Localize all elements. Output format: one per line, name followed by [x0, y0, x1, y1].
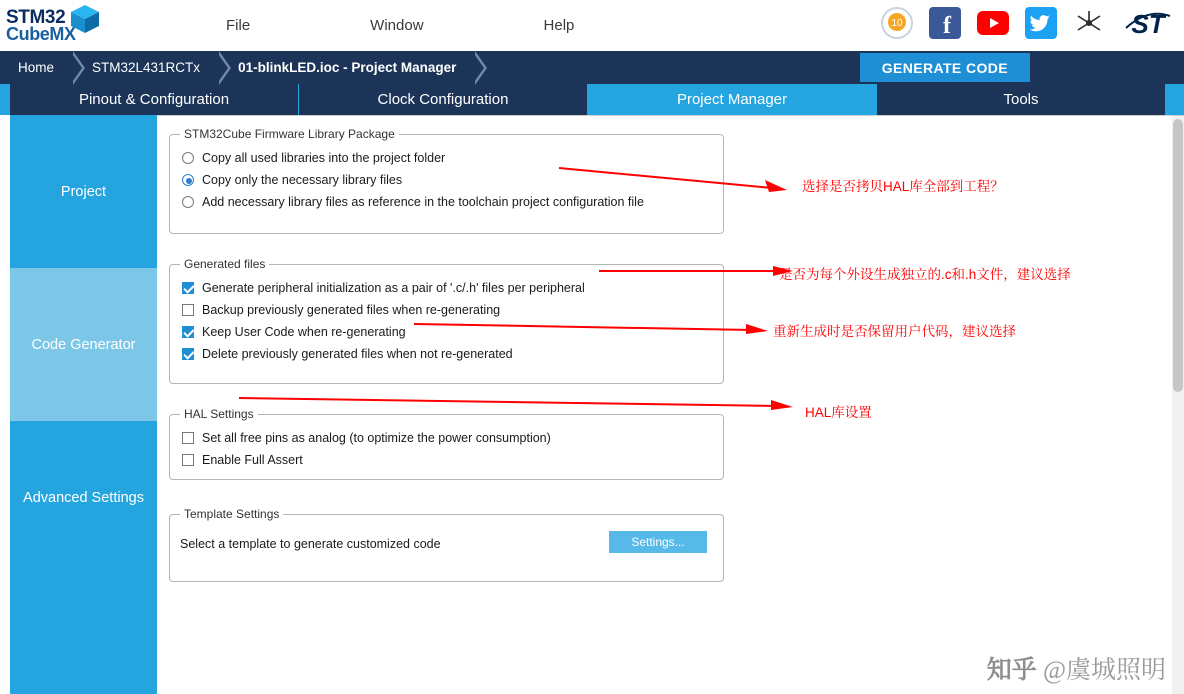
- template-settings-description: Select a template to generate customized code: [180, 537, 441, 551]
- annotation-arrow-4: [237, 396, 797, 410]
- facebook-icon[interactable]: [928, 6, 962, 40]
- app-logo: [6, 3, 116, 48]
- checkbox-icon-delete-previous[interactable]: [182, 348, 194, 360]
- menu-item-window[interactable]: Window: [370, 17, 424, 34]
- sidebar-item-advanced-settings[interactable]: Advanced Settings: [10, 421, 157, 574]
- checkbox-icon-backup[interactable]: [182, 304, 194, 316]
- checkbox-icon-free-pins-analog[interactable]: [182, 432, 194, 444]
- app-logo-text: [6, 6, 76, 44]
- radio-icon-add-reference[interactable]: [182, 196, 194, 208]
- checkbox-generate-peripheral-init[interactable]: [182, 277, 723, 299]
- main-menu: [226, 17, 574, 34]
- sidebar-item-project[interactable]: Project: [10, 115, 157, 268]
- panel-scrollbar-track[interactable]: [1172, 116, 1184, 694]
- tab-tools[interactable]: Tools: [877, 84, 1166, 115]
- generate-code-button[interactable]: GENERATE CODE: [860, 53, 1030, 82]
- twitter-icon[interactable]: [1024, 6, 1058, 40]
- breadcrumb-item-project[interactable]: 01-blinkLED.ioc - Project Manager: [220, 51, 476, 84]
- tab-project-manager[interactable]: Project Manager: [588, 84, 877, 115]
- radio-label-copy-all: Copy all used libraries into the project folder: [202, 151, 446, 165]
- checkbox-icon-full-assert[interactable]: [182, 454, 194, 466]
- annotation-text-1: 选择是否拷贝HAL库全部到工程？: [802, 179, 1004, 194]
- tab-pinout-configuration[interactable]: Pinout & Configuration: [10, 84, 299, 115]
- checkbox-label-peripheral-init: Generate peripheral initialization as a pair of '.c/.h' files per peripheral: [202, 281, 585, 295]
- hal-settings-group-title: HAL Settings: [180, 407, 258, 421]
- template-settings-group: [169, 507, 724, 582]
- checkbox-icon-peripheral-init[interactable]: [182, 282, 194, 294]
- logo-line-1: STM32: [6, 6, 66, 28]
- checkbox-backup-generated-files[interactable]: [182, 299, 723, 321]
- watermark: [987, 650, 1166, 686]
- anniversary-icon[interactable]: [880, 6, 914, 40]
- checkbox-free-pins-analog[interactable]: [182, 427, 723, 449]
- checkbox-label-free-pins-analog: Set all free pins as analog (to optimize the power consumption): [202, 431, 551, 445]
- firmware-library-group-title: STM32Cube Firmware Library Package: [180, 127, 399, 141]
- annotation-text-4: HAL库设置: [805, 405, 872, 420]
- checkbox-delete-previously-generated[interactable]: [182, 343, 723, 365]
- checkbox-label-delete-previous: Delete previously generated files when not re-generated: [202, 347, 513, 361]
- checkbox-enable-full-assert[interactable]: [182, 449, 723, 471]
- menu-item-help[interactable]: Help: [543, 17, 575, 34]
- radio-icon-copy-all[interactable]: [182, 152, 194, 164]
- tab-clock-configuration[interactable]: Clock Configuration: [299, 84, 588, 115]
- hal-settings-group: [169, 407, 724, 480]
- svg-text:f: f: [943, 13, 951, 39]
- annotation-arrow-1: [557, 166, 797, 196]
- radio-icon-copy-necessary[interactable]: [182, 174, 194, 186]
- template-settings-group-title: Template Settings: [180, 507, 283, 521]
- social-links: [880, 6, 1176, 40]
- watermark-user: @虞城照明: [1042, 657, 1166, 684]
- main-tabs: [0, 84, 1184, 115]
- cube-icon: [69, 3, 101, 35]
- logo-line-2: CubeMX: [6, 23, 76, 44]
- svg-text:10: 10: [891, 18, 903, 29]
- panel-scrollbar-thumb[interactable]: [1173, 119, 1183, 392]
- share-icon[interactable]: [1072, 6, 1106, 40]
- watermark-brand: 知乎: [986, 657, 1037, 684]
- generated-files-group-title: Generated files: [180, 257, 269, 271]
- top-menu-bar: [0, 0, 1184, 51]
- st-logo-icon[interactable]: [1120, 6, 1176, 40]
- code-generator-panel: [157, 115, 1184, 694]
- content-area: [0, 115, 1184, 694]
- svg-text:ST: ST: [1131, 9, 1165, 39]
- breadcrumb-item-home[interactable]: Home: [0, 51, 74, 84]
- checkbox-label-full-assert: Enable Full Assert: [202, 453, 303, 467]
- menu-item-file[interactable]: File: [226, 17, 251, 34]
- radio-label-copy-necessary: Copy only the necessary library files: [202, 173, 403, 187]
- project-manager-sidebar: [10, 115, 157, 694]
- sidebar-item-empty: [10, 574, 157, 694]
- checkbox-icon-keep-user-code[interactable]: [182, 326, 194, 338]
- annotation-arrow-2: [597, 266, 797, 276]
- sidebar-item-code-generator[interactable]: Code Generator: [10, 268, 157, 421]
- breadcrumb: [0, 51, 1184, 84]
- template-settings-button[interactable]: Settings...: [609, 531, 707, 553]
- annotation-text-2: 是否为每个外设生成独立的.c和.h文件，建议选择: [779, 267, 1071, 282]
- annotation-arrow-3: [412, 321, 772, 333]
- checkbox-label-backup: Backup previously generated files when re-generating: [202, 303, 501, 317]
- breadcrumb-item-device[interactable]: STM32L431RCTx: [74, 51, 220, 84]
- youtube-icon[interactable]: [976, 6, 1010, 40]
- radio-label-add-reference: Add necessary library files as reference in the toolchain project configuration file: [202, 195, 644, 209]
- annotation-text-3: 重新生成时是否保留用户代码，建议选择: [773, 324, 1016, 339]
- checkbox-label-keep-user-code: Keep User Code when re-generating: [202, 325, 406, 339]
